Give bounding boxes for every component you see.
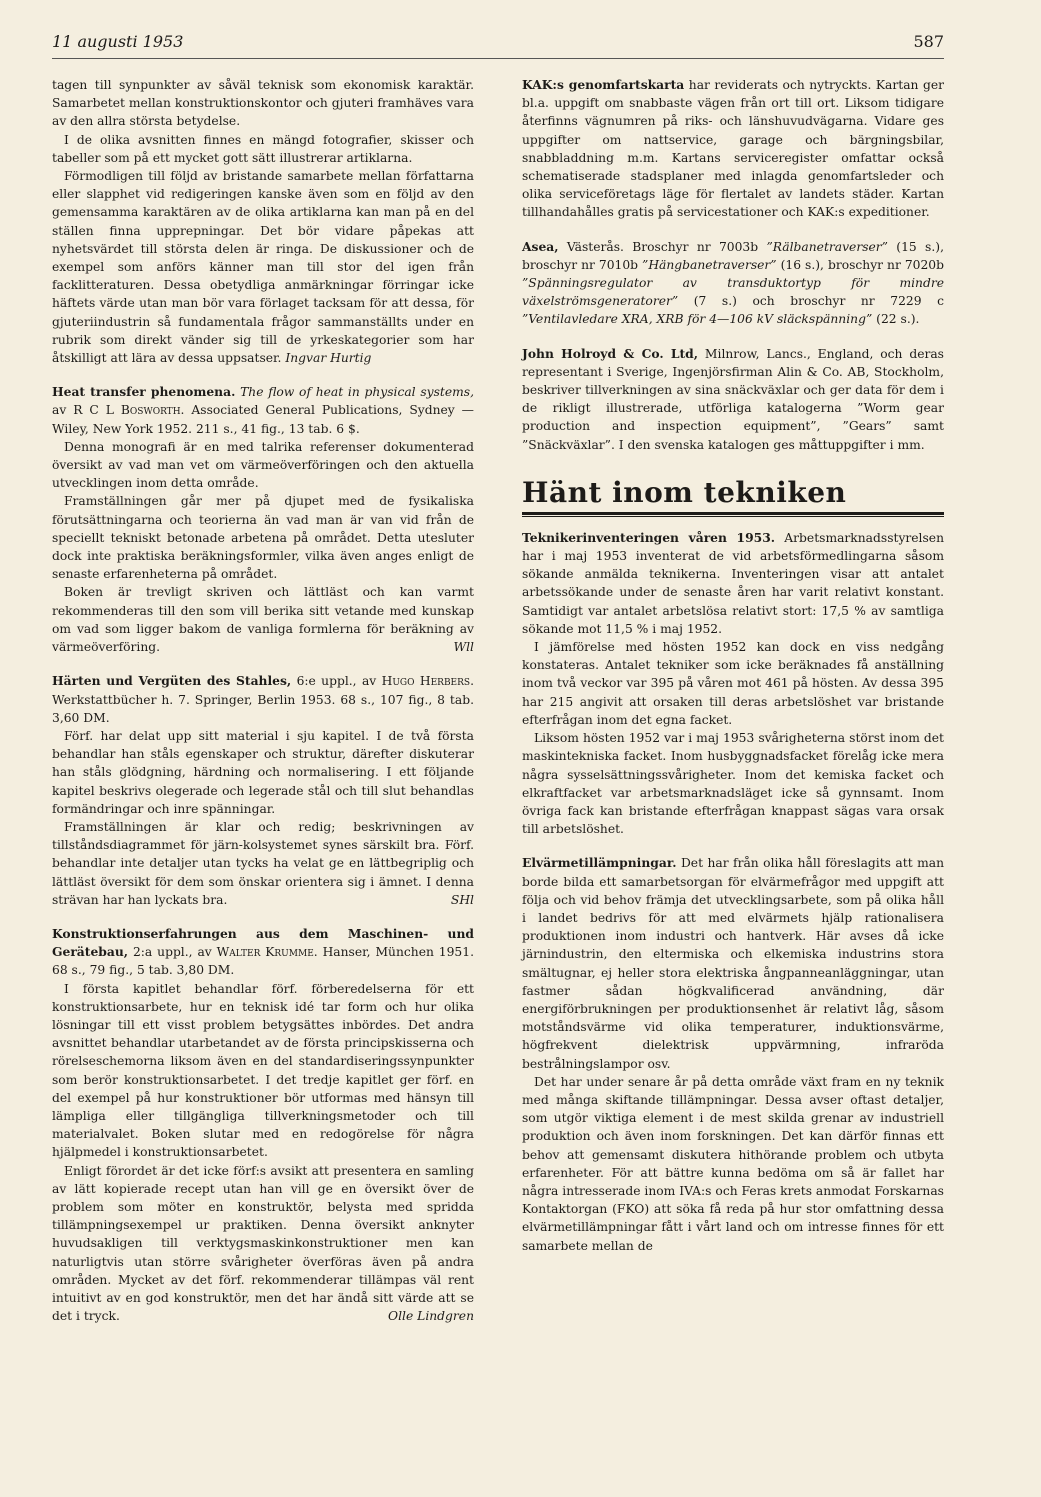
review-paragraph: Enligt förordet är det icke förf:s avsikt att presentera en samling av lätt kopierade recept utan han vill ge en översikt över de problem som möter en konstruktör, belysta med spridda tillämpningsexempel ur praktiken. Denna översikt anknyter huvudsakligen till verktygsmaskinkonstruktioner men kan naturligtvis utan större svårigheter överföras även på andra områden. Mycket av det förf. rekommenderar tillämpas väl rent intuitivt av en god konstruktör, men det har ändå sitt värde att se det i tryck. Olle Lindgren xyxy=(52,1162,474,1326)
news-item-holroyd: John Holroyd & Co. Ltd, Milnrow, Lancs., England, och deras representant i Sverige, Ingenjörsfirman Alin & Co. AB, Stockholm, beskriver tillverkningen av sina snäckväxlar och ger data för dem i de rikligt illustrerade, utförliga katalogerna ”Worm gear production and inspection equipment”, ”Gears” samt ”Snäckväxlar”. I den svenska katalogen ges måttuppgifter i mm. xyxy=(522,345,944,452)
news-paragraph: Det har under senare år på detta område växt fram en ny teknik med många skiftande tillämpningar. Dessa avser oftast detaljer, som utgör viktiga element i de mest skilda grenar av industriell produktion och även inom forskningen. Det kan därför finnas ett behov att gemensamt diskutera hithörande problem och utbyta erfarenheter. För att bättre kunna bedöma om så är fallet har några intresserade inom IVA:s och Feras krets anmodat Forskarnas Kontaktorgan (FKO) att söka få reda på hur stor omfattning dessa elvärmetillämpningar fått i vårt land och om intresse finnes för ett samarbete mellan de xyxy=(522,1074,944,1253)
news-item-tekniker: Teknikerinventeringen våren 1953. Arbetsmarknadsstyrelsen har i maj 1953 inventerat de vid arbetsförmedlingarna såsom sökande anmälda teknikerna. Inventeringen visar att antalet arbetssökande under de senaste åren har varit relativt konstant. Samtidigt var antalet arbetslösa relativt stort: 17,5 % av samtliga sökande mot 11,5 % i maj 1952. xyxy=(522,529,944,636)
review-paragraph: Förf. har delat upp sitt material i sju kapitel. I de två första behandlar han ståls egenskaper och struktur, därefter diskuterar han ståls glödgning, härdning och normalisering. I ett följande kapitel beskrivs olegerade och legerade stål och till slut behandlas formändringar och inre spänningar. xyxy=(52,728,474,816)
news-lead: KAK:s genomfartskarta xyxy=(522,77,685,92)
left-column xyxy=(52,76,474,1325)
intro-paragraph: Förmodligen till följd av bristande samarbete mellan författarna eller slapphet vid redigeringen kanske även som en följd av den gemensamma karaktären av de olika artiklarna kan man på en del ställen finna upprepningar. Det bör vidare påpekas att nyhetsvärdet till största delen är ringa. De diskussioner och de exempel som anförs känner man till stor del igen från facklitteraturen. Dessa obetydliga anmärkningar förringar icke häftets värde utan man bör vara förlaget tacksam för att dessa, för gjuteriindustrin så fundamentala frågor sammanställts under en rubrik som direkt vänder sig till de yrkeskategorier som har åtskilligt att lära av dessa uppsatser. Ingvar Hurtig xyxy=(52,169,474,366)
review-publisher: Werkstattbücher h. 7. Springer, Berlin 1953. 68 s., 107 fig., 8 tab. 3,60 DM. xyxy=(52,692,474,725)
review-paragraph: Boken är trevligt skriven och lättläst och kan varmt rekommenderas till den som vill berika sitt vetande med kunskap om vad som ligger bakom de vanliga formlerna för beräkning av värmeöverföring. Wll xyxy=(52,583,474,656)
review-title: Konstruktionserfahrungen aus dem Maschinen- und Gerätebau, xyxy=(52,925,474,960)
news-paragraph: Liksom hösten 1952 var i maj 1953 svårigheterna störst inom det maskintekniska facket. Inom husbyggnadsfacket förelåg icke mera några sysselsättningssvårigheter. Inom det kemiska facket och elkraftfacket var arbetsmarknadsläget icke så gynnsamt. Inom övriga fack kan bristande efterfrågan knappast sägas vara orsak till arbetslöshet. xyxy=(522,731,944,837)
news-lead: Elvärmetillämpningar. xyxy=(522,855,677,871)
review-publisher: Associated General Publications, Sydney — Wiley, New York 1952. 211 s., 41 fig., 13 tab. 6 $. xyxy=(52,403,474,436)
review-signature: SHl xyxy=(450,892,474,907)
news-lead: Asea, xyxy=(522,238,559,254)
review-author: Bosworth. xyxy=(120,403,185,418)
review-author: Hugo Herbers. xyxy=(381,674,474,689)
review-signature: Wll xyxy=(453,640,474,655)
review-signature: Ingvar Hurtig xyxy=(285,351,372,366)
news-paragraph: I jämförelse med hösten 1952 kan dock en viss nedgång konstateras. Antalet tekniker som icke beräknades få anställning inom två veckor var 395 på våren mot 461 på hösten. Av dessa 395 har 215 angivit att orsaken till deras arbetslöshet var bristande efterfrågan inom det egna facket. xyxy=(522,640,944,727)
section-rule xyxy=(522,512,944,515)
page-number: 587 xyxy=(913,32,944,51)
review-heading: Konstruktionserfahrungen aus dem Maschinen- und Gerätebau, 2:a uppl., av Walter Krumme. Hanser, München 1951. 68 s., 79 fig., 5 tab. 3,80 DM. xyxy=(52,925,474,978)
section-title: Hänt inom tekniken xyxy=(522,475,847,509)
right-column xyxy=(522,76,944,1255)
page-header xyxy=(52,28,944,59)
review-title: Härten und Vergüten des Stahles, xyxy=(52,673,292,689)
review-heading: Härten und Vergüten des Stahles, 6:e uppl., av Hugo Herbers. Werkstattbücher h. 7. Springer, Berlin 1953. 68 s., 107 fig., 8 tab. 3,60 DM. xyxy=(52,673,474,725)
review-publisher: Hanser, München 1951. 68 s., 79 fig., 5 tab. 3,80 DM. xyxy=(52,945,474,978)
review-heading: Heat transfer phenomena. The flow of heat in physical systems, av R C L Bosworth. Associated General Publications, Sydney — Wiley, New York 1952. 211 s., 41 fig., 13 tab. 6 $. xyxy=(52,384,474,436)
review-paragraph: Denna monografi är en med talrika referenser dokumenterad översikt av vad man vet om värmeöverföringen och den aktuella utvecklingen inom detta område. xyxy=(52,439,474,491)
news-item-kak: KAK:s genomfartskarta har reviderats och nytryckts. Kartan ger bl.a. uppgift om snabbaste vägen från ort till ort. Liksom tidigare återfinns vägnumren på riks- och länshuvudvägarna. Vidare ges uppgifter om nattservice, garage och bärgningsbilar, snabbladdning m.m. Kartans serviceregister omfattar också schematiserade stadsplaner med inlagda genomfartsleder och olika serviceföretags läge för flertalet av landets städer. Kartan tillhandahålles gratis på servicestationer och KAK:s expeditioner. xyxy=(522,77,944,220)
review-paragraph: I första kapitlet behandlar förf. förberedelserna för ett konstruktionsarbete, hur en teknisk idé tar form och hur olika lösningar till ett visst problem betygsättes inbördes. Det andra avsnittet behandlar utarbetandet av de första principskisserna och rörelseschemorna liksom även en del standardiseringssynpunkter som berör konstruktionsarbetet. I det tredje kapitlet ger förf. en del exempel på hur konstruktioner bör utformas med hänsyn till lämpliga eller tillgängliga tillverkningsmetoder och till materialvalet. Boken slutar med en redogörelse för några hjälpmedel i konstruktionsarbetet. xyxy=(52,981,474,1160)
review-title: Heat transfer phenomena. xyxy=(52,384,236,400)
intro-paragraph: I de olika avsnitten finnes en mängd fotografier, skisser och tabeller som på ett mycket gott sätt illustrerar artiklarna. xyxy=(52,132,474,165)
news-lead: Teknikerinventeringen våren 1953. xyxy=(522,529,776,545)
intro-paragraph: tagen till synpunkter av såväl teknisk som ekonomisk karaktär. Samarbetet mellan konstruktionskontor och gjuteri framhäves vara av den allra största betydelse. xyxy=(52,78,474,129)
review-paragraph: Framställningen går mer på djupet med de fysikaliska förutsättningarna och teorierna än vad man är van vid från de speciellt tekniskt betonade arbetena på området. Detta utesluter dock inte praktiska beräkningsformler, vilka även anges enligt de senaste erfarenheterna på området. xyxy=(52,494,474,582)
review-signature: Olle Lindgren xyxy=(388,1309,474,1324)
review-paragraph: Framställningen är klar och redig; beskrivningen av tillståndsdiagrammet för järn-kolsystemet synes särskilt bra. Förf. behandlar inte detaljer utan tycks ha velat ge en lättbegriplig och lättläst översikt för dem som önskar orientera sig i ämnet. I denna strävan har han lyckats bra. SHl xyxy=(52,818,474,909)
review-subtitle: The flow of heat in physical systems, xyxy=(240,385,474,400)
news-item-elvarme: Elvärmetillämpningar. Det har från olika håll föreslagits att man borde bilda ett samarbetsorgan för elvärmefrågor med uppgift att följa och vid behov främja det utvecklingsarbete, som på olika håll i landet bedrivs för att med elvärmets hjälp rationalisera produktionen inom industri och hantverk. Här avses då icke järnindustrin, den eltermiska och elkemiska industrins stora smältugnar, ej heller stora elektriska ångpanneanläggningar, utan fastmer sådan högkvalificerad användning, där energiförbrukningen per produktionsenhet är relativt låg, såsom motståndsvärme vid olika temperaturer, induktionsvärme, högfrekvent dielektrisk uppvärmning, infraröda bestrålningslampor osv. xyxy=(522,855,944,1071)
section-rule xyxy=(522,516,944,517)
header-date: 11 augusti 1953 xyxy=(52,32,184,51)
news-item-asea: Asea, Västerås. Broschyr nr 7003b ”Rälbanetraverser” (15 s.), broschyr nr 7010b ”Hängbanetraverser” (16 s.), broschyr nr 7020b ”Spänningsregulator av transduktortyp för mindre växelströmsgeneratorer” (7 s.) och broschyr nr 7229 c ”Ventilavledare XRA, XRB för 4—106 kV släckspänning” (22 s.). xyxy=(522,238,944,327)
news-lead: John Holroyd & Co. Ltd, xyxy=(522,345,699,361)
review-author: Walter Krumme. xyxy=(216,945,318,960)
